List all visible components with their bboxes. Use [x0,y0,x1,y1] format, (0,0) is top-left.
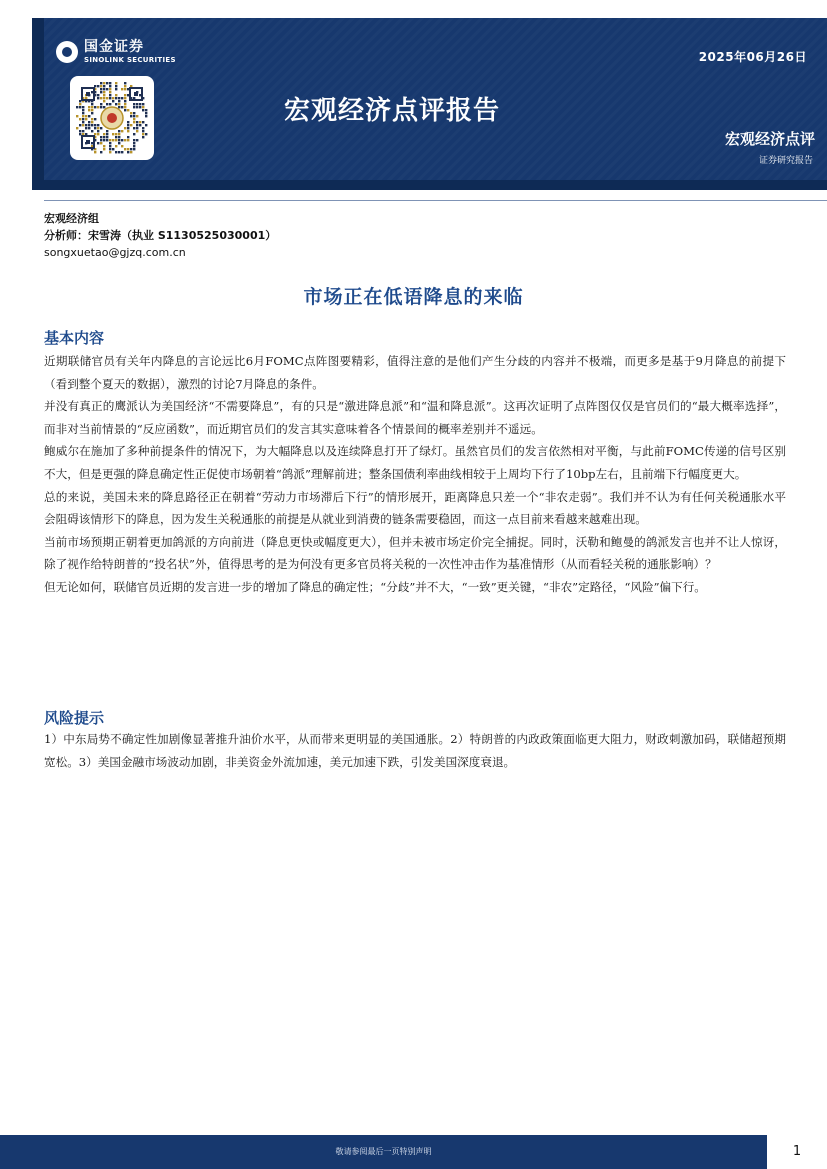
report-series-title: 宏观经济点评报告 [284,96,501,126]
analyst-credit: 分析师：宋雪涛（执业 S1130525030001） [44,229,277,242]
author-block [44,210,276,261]
qr-code-icon [70,76,154,160]
logo-chinese-name: 国金证券 [84,38,144,55]
analyst-email[interactable]: songxuetao@gjzq.com.cn [44,246,186,259]
section-heading-basic: 基本内容 [44,329,105,347]
logo-wordmark [84,40,176,65]
footer-bar [0,1135,767,1169]
report-type: 证券研究报告 [758,156,813,166]
paragraph: 近期联储官员有关年内降息的言论远比6月FOMC点阵图要精彩，值得注意的是他们产生分歧的内容并不极端，而更多是基于9月降息的前提下（看到整个夏天的数据），激烈的讨论7月降息的条件。 [44,354,786,391]
footer-disclaimer[interactable]: 敬请参阅最后一页特别声明 [335,1147,432,1156]
paragraph: 鲍威尔在施加了多种前提条件的情况下，为大幅降息以及连续降息打开了绿灯。虽然官员们的发言依然相对平衡，与此前FOMC传递的信号区别不大，但是更强的降息确定性正促使市场朝着“鸽派”理解前进；整条国债利率曲线相较于上周均下行了10bp左右，且前端下行幅度更大。 [44,444,786,481]
report-category: 宏观经济点评 [724,130,815,148]
report-header-panel [44,18,827,180]
section-heading-risk: 风险提示 [44,709,105,727]
logo-english-name: SINOLINK SECURITIES [84,55,176,64]
logo-mark-icon [56,41,78,63]
paragraph: 并没有真正的鹰派认为美国经济“不需要降息”，有的只是“激进降息派”和“温和降息派”。这再次证明了点阵图仅仅是官员们的“最大概率选择”，而非对当前情景的“反应函数”，而近期官员们的发言其实意味着各个情景间的概率差别并不遥远。 [44,399,786,436]
basic-content-body [44,350,786,599]
report-date: 2025年06月26日 [698,50,807,64]
report-headline: 市场正在低语降息的来临 [303,286,524,308]
paragraph: 总的来说，美国未来的降息路径正在朝着“劳动力市场滞后下行”的情形展开，距离降息只差一个“非农走弱”。我们并不认为有任何关税通胀水平会阻碍该情形下的降息，因为发生关税通胀的前提是从就业到消费的链条需要稳固，而这一点目前来看越来越难出现。 [44,489,786,527]
company-logo [56,34,176,70]
risk-content-body [44,728,786,773]
header-divider [44,200,827,201]
report-header-banner [32,18,827,190]
paragraph: 当前市场预期正朝着更加鸽派的方向前进（降息更快或幅度更大），但并未被市场定价完全捕捉。同时，沃勒和鲍曼的鸽派发言也并不让人惊讶，除了视作给特朗普的“投名状”外，值得思考的是为何没有更多官员将关税的一次性冲击作为基准情形（从而看轻关税的通胀影响）？ [44,534,786,572]
research-group: 宏观经济组 [44,212,99,225]
qr-code-image [70,76,154,160]
page-number: 1 [792,1144,802,1159]
paragraph: 但无论如何，联储官员近期的发言进一步的增加了降息的确定性；“分歧”并不大，“一致”更关键，“非农”定路径，“风险”偏下行。 [44,579,706,594]
paragraph: 1）中东局势不确定性加剧像显著推升油价水平，从而带来更明显的美国通胀。2）特朗普的内政政策面临更大阻力，财政刺激加码，联储超预期宽松。3）美国金融市场波动加剧，非美资金外流加速，美元加速下跌，引发美国深度衰退。 [44,732,786,769]
